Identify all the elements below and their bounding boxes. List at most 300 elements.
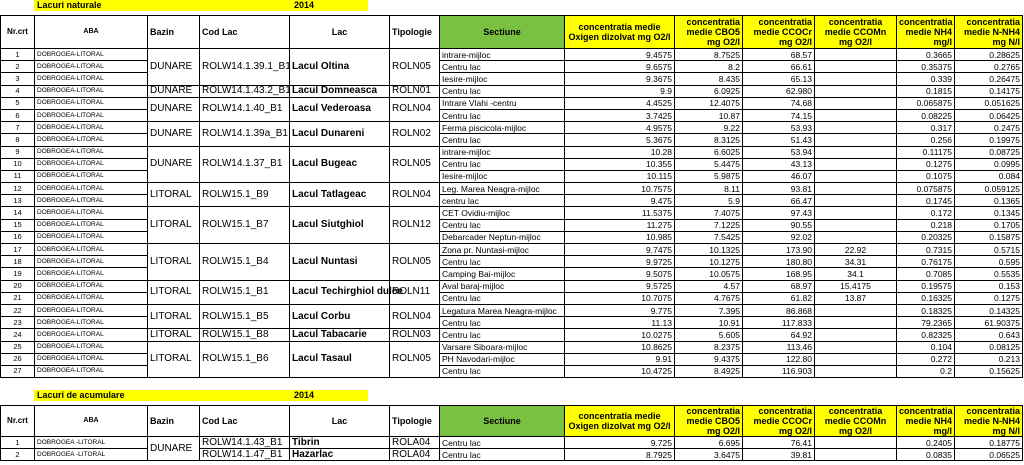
row-cbo5: 8.7525	[675, 49, 743, 61]
row-cbo5: 10.87	[675, 109, 743, 121]
row-aba: DOBROGEA -LITORAL	[35, 449, 148, 461]
row-lac-name: Lacul Vederoasa	[290, 97, 390, 121]
row-nh4: 0.18325	[897, 304, 955, 316]
header-oxigen-dizolvat: concentratia medie Oxigen dizolvat mg O2/l	[565, 16, 675, 49]
row-ccomn	[815, 122, 897, 134]
row-ccomn	[815, 207, 897, 219]
header-row	[1, 406, 1023, 437]
row-nh4: 0.272	[897, 353, 955, 365]
row-nh4: 0.7085	[897, 268, 955, 280]
header-aba: ABA	[35, 406, 148, 437]
row-number: 23	[1, 317, 35, 329]
row-nh4: 0.3665	[897, 49, 955, 61]
row-aba: DOBROGEA-LITORAL	[35, 158, 148, 170]
row-lac-name: Lacul Corbu	[290, 304, 390, 328]
row-ccomn	[815, 49, 897, 61]
row-sectiune: Centru lac	[440, 329, 565, 341]
row-nh4: 0.075875	[897, 183, 955, 195]
row-oxigen-dizolvat: 10.0275	[565, 329, 675, 341]
row-aba: DOBROGEA-LITORAL	[35, 85, 148, 97]
row-lac-name: Lacul Siutghiol	[290, 207, 390, 244]
row-ccocr: 168.95	[743, 268, 815, 280]
row-number: 7	[1, 122, 35, 134]
row-ccomn	[815, 317, 897, 329]
row-n-nh4: 0.084	[955, 170, 1023, 182]
row-aba: DOBROGEA-LITORAL	[35, 304, 148, 316]
row-ccomn	[815, 97, 897, 109]
row-oxigen-dizolvat: 4.9575	[565, 122, 675, 134]
row-lac-name: Hazarlac	[290, 449, 390, 461]
row-ccomn	[815, 109, 897, 121]
row-ccocr: 92.02	[743, 231, 815, 243]
row-n-nh4: 0.2765	[955, 61, 1023, 73]
natural-lakes-table	[0, 15, 1023, 378]
row-nh4: 0.104	[897, 341, 955, 353]
row-nh4: 0.76175	[897, 256, 955, 268]
row-ccomn	[815, 449, 897, 461]
row-cbo5: 10.1325	[675, 244, 743, 256]
row-number: 26	[1, 353, 35, 365]
row-cbo5: 7.395	[675, 304, 743, 316]
header-lac: Lac	[290, 16, 390, 49]
row-ccomn	[815, 146, 897, 158]
row-ccocr: 51.43	[743, 134, 815, 146]
header-tipologie: Tipologie	[390, 16, 440, 49]
row-sectiune: Camping Bai-mijloc	[440, 268, 565, 280]
row-ccocr: 90.55	[743, 219, 815, 231]
row-bazin: LITORAL	[148, 183, 200, 207]
row-sectiune: Zona pr. Nuntasi-mijloc	[440, 244, 565, 256]
header-row	[1, 16, 1023, 49]
row-ccomn	[815, 158, 897, 170]
row-ccocr: 61.82	[743, 292, 815, 304]
row-tipologie: ROLN04	[390, 183, 440, 207]
row-ccocr: 53.94	[743, 146, 815, 158]
row-ccocr: 173.90	[743, 244, 815, 256]
row-bazin: LITORAL	[148, 244, 200, 281]
row-lac-name: Lacul Domneasca	[290, 85, 390, 97]
row-cbo5: 6.0925	[675, 85, 743, 97]
row-sectiune: Centru lac	[440, 158, 565, 170]
row-ccomn	[815, 73, 897, 85]
row-aba: DOBROGEA-LITORAL	[35, 365, 148, 377]
natural-lakes-title-bar	[34, 0, 368, 11]
table-row	[1, 341, 1023, 353]
header-bazin: Bazin	[148, 406, 200, 437]
row-cbo5: 5.9	[675, 195, 743, 207]
row-aba: DOBROGEA-LITORAL	[35, 183, 148, 195]
row-oxigen-dizolvat: 9.5075	[565, 268, 675, 280]
row-ccomn	[815, 304, 897, 316]
row-number: 13	[1, 195, 35, 207]
row-bazin: LITORAL	[148, 304, 200, 328]
row-ccomn: 34.1	[815, 268, 897, 280]
row-ccomn	[815, 61, 897, 73]
row-nh4: 0.11175	[897, 146, 955, 158]
row-tipologie: ROLN11	[390, 280, 440, 304]
row-sectiune: Intrare Vlahi -centru	[440, 97, 565, 109]
header-n-nh4: concentratia medie N-NH4 mg N/l	[955, 16, 1023, 49]
row-oxigen-dizolvat: 9.775	[565, 304, 675, 316]
row-n-nh4: 0.595	[955, 256, 1023, 268]
table-row	[1, 49, 1023, 61]
row-sectiune: Centru lac	[440, 85, 565, 97]
row-lac-name: Lacul Bugeac	[290, 146, 390, 183]
storage-lakes-year: 2014	[294, 390, 315, 400]
row-ccocr: 46.07	[743, 170, 815, 182]
row-n-nh4: 0.15875	[955, 231, 1023, 243]
row-ccocr: 64.92	[743, 329, 815, 341]
row-n-nh4: 0.15625	[955, 365, 1023, 377]
row-nh4: 0.35375	[897, 61, 955, 73]
natural-lakes-year: 2014	[294, 0, 315, 10]
header-nh4: concentratia medie NH4 mg/l	[897, 406, 955, 437]
row-nh4: 0.1275	[897, 158, 955, 170]
table-row	[1, 437, 1023, 449]
row-ccomn	[815, 437, 897, 449]
header-cbo5: concentratia medie CBO5 mg O2/l	[675, 406, 743, 437]
row-aba: DOBROGEA-LITORAL	[35, 353, 148, 365]
header-nr: Nr.crt	[1, 406, 35, 437]
row-n-nh4: 0.0995	[955, 158, 1023, 170]
row-cod-lac: ROLW15.1_B1	[200, 280, 290, 304]
row-tipologie: ROLN03	[390, 329, 440, 341]
header-sectiune: Sectiune	[440, 16, 565, 49]
header-cbo5: concentratia medie CBO5 mg O2/l	[675, 16, 743, 49]
row-cbo5: 5.4475	[675, 158, 743, 170]
row-aba: DOBROGEA-LITORAL	[35, 268, 148, 280]
row-bazin: LITORAL	[148, 341, 200, 378]
row-nh4: 0.16325	[897, 292, 955, 304]
row-ccocr: 113.46	[743, 341, 815, 353]
row-ccomn	[815, 353, 897, 365]
row-sectiune: Centru lac	[440, 317, 565, 329]
row-aba: DOBROGEA-LITORAL	[35, 97, 148, 109]
row-ccomn	[815, 170, 897, 182]
row-lac-name: Lacul Oltina	[290, 49, 390, 86]
row-nh4: 0.19575	[897, 280, 955, 292]
row-oxigen-dizolvat: 10.8625	[565, 341, 675, 353]
row-number: 1	[1, 437, 35, 449]
row-aba: DOBROGEA-LITORAL	[35, 195, 148, 207]
row-ccocr: 66.47	[743, 195, 815, 207]
row-sectiune: Varsare Siboara-mijloc	[440, 341, 565, 353]
row-cbo5: 8.11	[675, 183, 743, 195]
row-oxigen-dizolvat: 10.7575	[565, 183, 675, 195]
row-oxigen-dizolvat: 10.355	[565, 158, 675, 170]
row-cbo5: 8.2375	[675, 341, 743, 353]
header-ccomn: concentratia medie CCOMn mg O2/l	[815, 406, 897, 437]
row-cbo5: 9.4375	[675, 353, 743, 365]
storage-lakes-title: Lacuri de acumulare	[37, 390, 125, 400]
row-cod-lac: ROLW15.1_B5	[200, 304, 290, 328]
row-tipologie: ROLN01	[390, 85, 440, 97]
row-oxigen-dizolvat: 9.91	[565, 353, 675, 365]
row-cod-lac: ROLW15.1_B4	[200, 244, 290, 281]
row-n-nh4: 0.08725	[955, 146, 1023, 158]
row-nh4: 0.065875	[897, 97, 955, 109]
row-number: 17	[1, 244, 35, 256]
row-nh4: 0.82325	[897, 329, 955, 341]
row-sectiune: Centru lac	[440, 449, 565, 461]
row-aba: DOBROGEA-LITORAL	[35, 292, 148, 304]
row-aba: DOBROGEA-LITORAL	[35, 146, 148, 158]
row-bazin: LITORAL	[148, 329, 200, 341]
storage-lakes-title-bar	[34, 390, 368, 401]
row-n-nh4: 0.153	[955, 280, 1023, 292]
row-cbo5: 10.91	[675, 317, 743, 329]
row-ccocr: 62.980	[743, 85, 815, 97]
header-n-nh4: concentratia medie N-NH4 mg N/l	[955, 406, 1023, 437]
row-ccocr: 43.13	[743, 158, 815, 170]
row-aba: DOBROGEA-LITORAL	[35, 73, 148, 85]
row-ccocr: 122.80	[743, 353, 815, 365]
row-oxigen-dizolvat: 9.9725	[565, 256, 675, 268]
row-cbo5: 7.1225	[675, 219, 743, 231]
row-cbo5: 3.6475	[675, 449, 743, 461]
row-oxigen-dizolvat: 9.7475	[565, 244, 675, 256]
row-n-nh4: 61.90375	[955, 317, 1023, 329]
row-lac-name: Tibrin	[290, 437, 390, 449]
row-oxigen-dizolvat: 9.3675	[565, 73, 675, 85]
row-cbo5: 4.7675	[675, 292, 743, 304]
row-n-nh4: 0.18775	[955, 437, 1023, 449]
row-nh4: 0.7315	[897, 244, 955, 256]
row-cbo5: 7.5425	[675, 231, 743, 243]
row-n-nh4: 0.1705	[955, 219, 1023, 231]
row-cbo5: 9.22	[675, 122, 743, 134]
row-ccocr: 93.81	[743, 183, 815, 195]
row-sectiune: intrare-mijloc	[440, 146, 565, 158]
row-nh4: 0.1745	[897, 195, 955, 207]
row-n-nh4: 0.2475	[955, 122, 1023, 134]
row-bazin: DUNARE	[148, 146, 200, 183]
row-number: 27	[1, 365, 35, 377]
row-oxigen-dizolvat: 9.4575	[565, 49, 675, 61]
row-n-nh4: 0.14175	[955, 85, 1023, 97]
row-oxigen-dizolvat: 3.7425	[565, 109, 675, 121]
header-nh4: concentratia medie NH4 mg/l	[897, 16, 955, 49]
row-number: 2	[1, 61, 35, 73]
storage-lakes-table	[0, 405, 1023, 461]
row-nh4: 0.317	[897, 122, 955, 134]
row-ccocr: 68.97	[743, 280, 815, 292]
row-ccomn	[815, 134, 897, 146]
row-n-nh4: 0.28625	[955, 49, 1023, 61]
row-tipologie: ROLN04	[390, 304, 440, 328]
row-number: 15	[1, 219, 35, 231]
row-number: 2	[1, 449, 35, 461]
row-n-nh4: 0.5715	[955, 244, 1023, 256]
row-tipologie: ROLA04	[390, 449, 440, 461]
row-cbo5: 5.9875	[675, 170, 743, 182]
header-aba: ABA	[35, 16, 148, 49]
row-ccocr: 68.57	[743, 49, 815, 61]
row-cbo5: 4.57	[675, 280, 743, 292]
header-sectiune: Sectiune	[440, 406, 565, 437]
table-row	[1, 329, 1023, 341]
row-sectiune: Centru lac	[440, 292, 565, 304]
row-bazin: LITORAL	[148, 207, 200, 244]
natural-lakes-title: Lacuri naturale	[37, 0, 102, 10]
row-ccomn	[815, 231, 897, 243]
row-cbo5: 6.6025	[675, 146, 743, 158]
row-cod-lac: ROLW15.1_B8	[200, 329, 290, 341]
header-ccocr: concentratia medie CCOCr mg O2/l	[743, 406, 815, 437]
row-aba: DOBROGEA-LITORAL	[35, 244, 148, 256]
header-bazin: Bazin	[148, 16, 200, 49]
row-cbo5: 10.0575	[675, 268, 743, 280]
row-ccocr: 97.43	[743, 207, 815, 219]
row-oxigen-dizolvat: 4.4525	[565, 97, 675, 109]
row-number: 20	[1, 280, 35, 292]
row-ccomn	[815, 341, 897, 353]
row-cbo5: 8.2	[675, 61, 743, 73]
row-number: 1	[1, 49, 35, 61]
row-n-nh4: 0.26475	[955, 73, 1023, 85]
row-sectiune: Iesire-mijloc	[440, 170, 565, 182]
row-oxigen-dizolvat: 9.9	[565, 85, 675, 97]
row-ccomn: 15.4175	[815, 280, 897, 292]
row-cbo5: 8.3125	[675, 134, 743, 146]
row-nh4: 0.256	[897, 134, 955, 146]
row-number: 25	[1, 341, 35, 353]
table-row	[1, 97, 1023, 109]
table-row	[1, 146, 1023, 158]
row-n-nh4: 0.213	[955, 353, 1023, 365]
row-number: 10	[1, 158, 35, 170]
header-tipologie: Tipologie	[390, 406, 440, 437]
row-sectiune: Ferma piscicola-mijloc	[440, 122, 565, 134]
row-sectiune: Centru lac	[440, 365, 565, 377]
row-sectiune: Centru lac	[440, 219, 565, 231]
row-ccocr: 180.80	[743, 256, 815, 268]
row-ccomn	[815, 85, 897, 97]
row-sectiune: Centru lac	[440, 437, 565, 449]
row-nh4: 0.08225	[897, 109, 955, 121]
row-aba: DOBROGEA -LITORAL	[35, 437, 148, 449]
row-oxigen-dizolvat: 9.5725	[565, 280, 675, 292]
row-ccomn	[815, 329, 897, 341]
row-ccomn	[815, 365, 897, 377]
row-number: 18	[1, 256, 35, 268]
row-cbo5: 10.1275	[675, 256, 743, 268]
row-n-nh4: 0.1365	[955, 195, 1023, 207]
row-oxigen-dizolvat: 9.475	[565, 195, 675, 207]
row-bazin: DUNARE	[148, 85, 200, 97]
row-ccocr: 74.15	[743, 109, 815, 121]
row-sectiune: intrare-mijloc	[440, 49, 565, 61]
row-n-nh4: 0.06425	[955, 109, 1023, 121]
row-number: 19	[1, 268, 35, 280]
row-aba: DOBROGEA-LITORAL	[35, 317, 148, 329]
row-ccocr: 65.13	[743, 73, 815, 85]
row-number: 6	[1, 109, 35, 121]
row-cbo5: 5.605	[675, 329, 743, 341]
row-aba: DOBROGEA-LITORAL	[35, 61, 148, 73]
row-tipologie: ROLA04	[390, 437, 440, 449]
row-sectiune: Centru lac	[440, 134, 565, 146]
row-bazin: DUNARE	[148, 122, 200, 146]
row-nh4: 0.2	[897, 365, 955, 377]
row-number: 5	[1, 97, 35, 109]
row-cod-lac: ROLW14.1.39.1_B1	[200, 49, 290, 86]
row-aba: DOBROGEA-LITORAL	[35, 122, 148, 134]
row-aba: DOBROGEA-LITORAL	[35, 256, 148, 268]
header-oxigen-dizolvat: concentratia medie Oxigen dizolvat mg O2/l	[565, 406, 675, 437]
row-aba: DOBROGEA-LITORAL	[35, 49, 148, 61]
row-n-nh4: 0.051625	[955, 97, 1023, 109]
row-ccocr: 76.41	[743, 437, 815, 449]
row-sectiune: Centru lac	[440, 109, 565, 121]
row-number: 9	[1, 146, 35, 158]
row-cod-lac: ROLW14.1.40_B1	[200, 97, 290, 121]
row-n-nh4: 0.06525	[955, 449, 1023, 461]
row-bazin: DUNARE	[148, 49, 200, 86]
row-aba: DOBROGEA-LITORAL	[35, 134, 148, 146]
row-sectiune: Centru lac	[440, 256, 565, 268]
row-oxigen-dizolvat: 9.6575	[565, 61, 675, 73]
row-cbo5: 12.4075	[675, 97, 743, 109]
row-n-nh4: 0.059125	[955, 183, 1023, 195]
row-nh4: 0.20325	[897, 231, 955, 243]
row-number: 22	[1, 304, 35, 316]
row-number: 14	[1, 207, 35, 219]
row-oxigen-dizolvat: 10.4725	[565, 365, 675, 377]
row-number: 3	[1, 73, 35, 85]
row-lac-name: Lacul Tabacarie	[290, 329, 390, 341]
row-nh4: 0.2405	[897, 437, 955, 449]
header-cod-lac: Cod Lac	[200, 16, 290, 49]
row-aba: DOBROGEA-LITORAL	[35, 231, 148, 243]
table-row	[1, 207, 1023, 219]
row-sectiune: centru lac	[440, 195, 565, 207]
row-number: 16	[1, 231, 35, 243]
row-oxigen-dizolvat: 10.28	[565, 146, 675, 158]
row-ccocr: 39.81	[743, 449, 815, 461]
row-n-nh4: 0.643	[955, 329, 1023, 341]
row-aba: DOBROGEA-LITORAL	[35, 109, 148, 121]
row-nh4: 0.172	[897, 207, 955, 219]
row-cod-lac: ROLW14.1.37_B1	[200, 146, 290, 183]
row-tipologie: ROLN05	[390, 244, 440, 281]
row-n-nh4: 0.08125	[955, 341, 1023, 353]
row-bazin: LITORAL	[148, 280, 200, 304]
row-cod-lac: ROLW15.1_B7	[200, 207, 290, 244]
row-sectiune: Debarcader Neptun-mijloc	[440, 231, 565, 243]
row-lac-name: Lacul Tasaul	[290, 341, 390, 378]
row-nh4: 0.0835	[897, 449, 955, 461]
header-ccocr: concentratia medie CCOCr mg O2/l	[743, 16, 815, 49]
row-aba: DOBROGEA-LITORAL	[35, 219, 148, 231]
header-lac: Lac	[290, 406, 390, 437]
row-cbo5: 8.435	[675, 73, 743, 85]
row-nh4: 0.1815	[897, 85, 955, 97]
row-oxigen-dizolvat: 10.7075	[565, 292, 675, 304]
row-ccocr: 86.868	[743, 304, 815, 316]
row-ccocr: 117.833	[743, 317, 815, 329]
row-bazin: DUNARE	[148, 437, 200, 461]
header-nr: Nr.crt	[1, 16, 35, 49]
row-number: 11	[1, 170, 35, 182]
row-ccomn: 22.92	[815, 244, 897, 256]
row-nh4: 79.2365	[897, 317, 955, 329]
row-oxigen-dizolvat: 11.275	[565, 219, 675, 231]
row-ccomn: 34.31	[815, 256, 897, 268]
row-n-nh4: 0.14325	[955, 304, 1023, 316]
row-sectiune: PH Navodari-mijloc	[440, 353, 565, 365]
row-number: 8	[1, 134, 35, 146]
